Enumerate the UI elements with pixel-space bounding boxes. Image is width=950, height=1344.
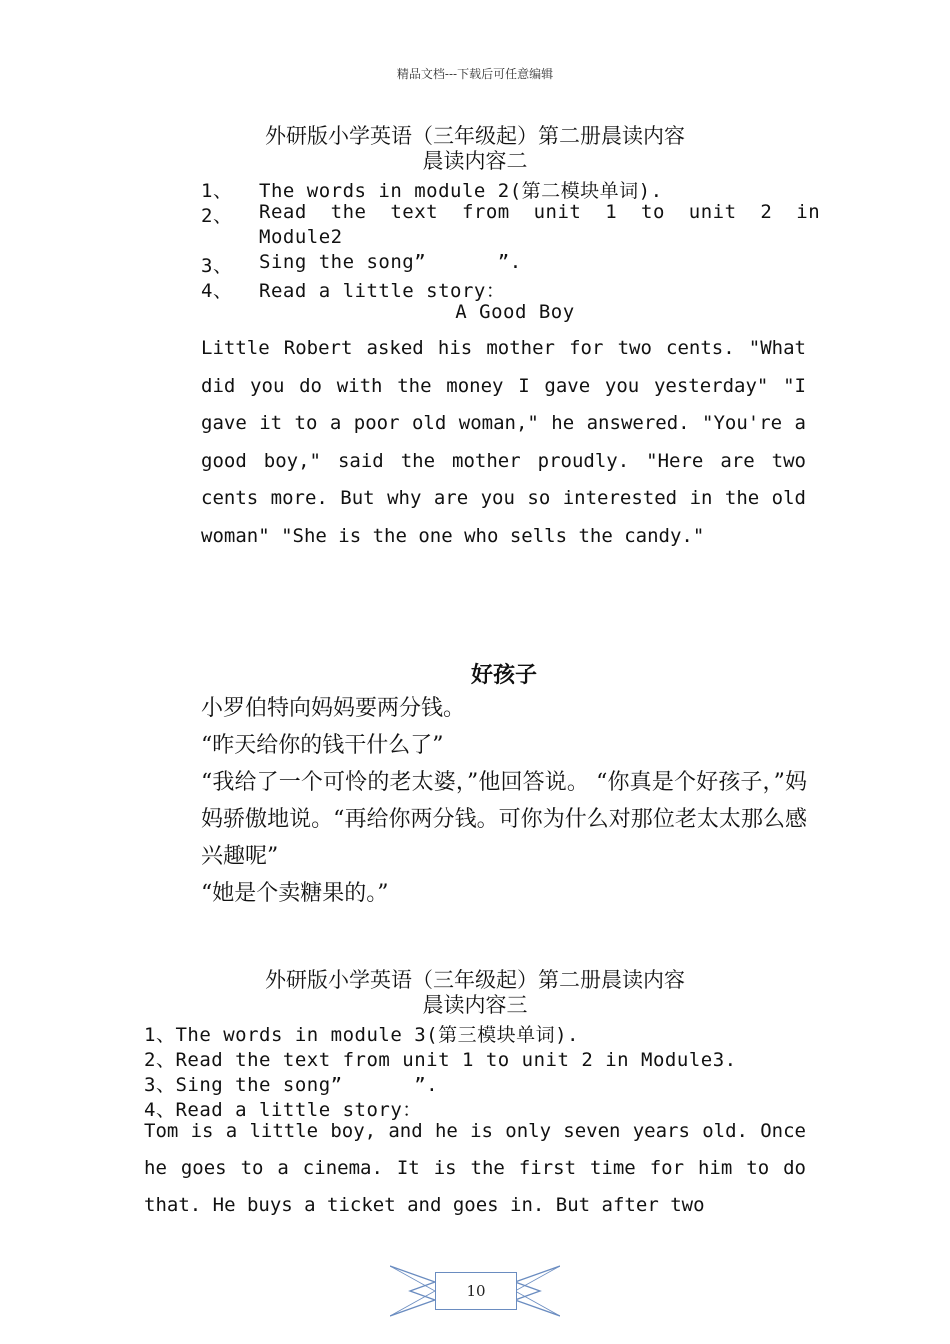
item-number: 3、	[201, 255, 233, 277]
section3-subtitle: 晨读内容三	[422, 993, 528, 1017]
chinese-line: “昨天给你的钱干什么了”	[201, 733, 444, 758]
item-number: 4、	[201, 280, 233, 302]
section2-subtitle: 晨读内容二	[422, 149, 528, 173]
chinese-line: “她是个卖糖果的。”	[201, 881, 389, 906]
item-text: 1、The words in module 3(第三模块单词).	[144, 1024, 579, 1046]
section3-title: 外研版小学英语（三年级起）第二册晨读内容	[265, 968, 685, 992]
story-paragraph: Tom is a little boy, and he is only seven years old. Once he goes to a cinema. It is the first time for him to do that. He buys a ticket and goes in. But after two	[144, 1120, 806, 1216]
item-text: Read the text from unit 1 to unit 2 in	[259, 201, 821, 223]
item-number: 1、	[201, 180, 233, 202]
item-text-continued: Module2	[259, 226, 343, 248]
story-paragraph: Little Robert asked his mother for two cents. "What did you do with the money I gave you yesterday" "I gave it to a poor old woman," he answered. "You're a good boy," said the mother proudly. "Here are two cents more. But why are you so interested in the old woman" "She is the one who sells the candy."	[201, 337, 806, 547]
chinese-story	[201, 690, 807, 912]
story-title: A Good Boy	[455, 301, 575, 323]
item-text: 2、Read the text from unit 1 to unit 2 in Module3.	[144, 1049, 737, 1071]
item-text: 4、Read a little story：	[144, 1099, 422, 1121]
chinese-line: “我给了一个可怜的老太婆，”他回答说。 “你真是个好孩子，”妈妈骄傲地说。“再给你两分钱。可你为什么对那位老太太那么感兴趣呢”	[201, 770, 807, 869]
item-text: The words in module 2(第二模块单词).	[259, 180, 663, 202]
chinese-line: 小罗伯特向妈妈要两分钱。	[201, 696, 466, 721]
item-text: Read a little story：	[259, 280, 506, 302]
item-number: 2、	[201, 205, 233, 227]
item-text: Sing the song” ”.	[259, 251, 522, 273]
chinese-story-title: 好孩子	[470, 662, 537, 688]
item-text: 3、Sing the song” ”.	[144, 1074, 439, 1096]
section2-title: 外研版小学英语（三年级起）第二册晨读内容	[265, 124, 685, 148]
page-header: 精品文档---下载后可任意编辑	[396, 67, 554, 81]
page-number: 10	[435, 1272, 517, 1310]
